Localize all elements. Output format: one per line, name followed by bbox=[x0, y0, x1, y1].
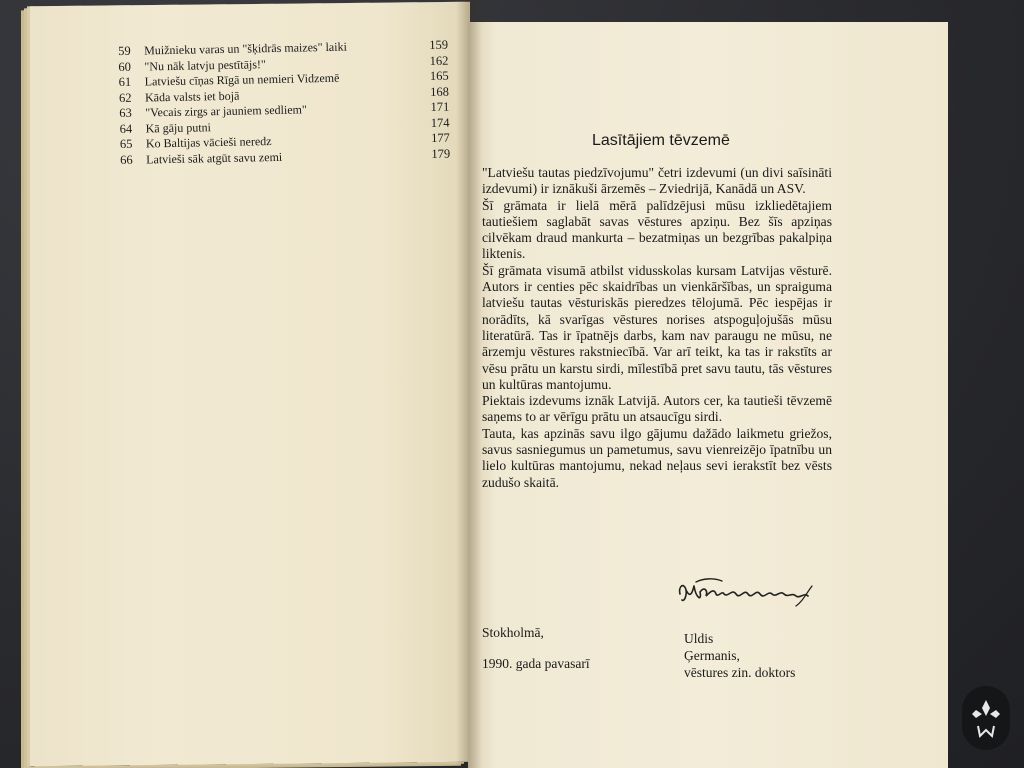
foreword-paragraph: Šī grāmata visumā atbilst vidusskolas kursam Latvijas vēsturē. Autors ir centies pēc skaidrības un vienkāršības, un spraiguma latviešu tautas vēsturiskās pieredzes tēlojumā. Pēc iespējas ir norādīts, kā svarīgas vēstures norises atspoguļojušās mūsu literatūrā. Tas ir īpatnējs darbs, kam nav paraugu ne mūsu, ne ārzemju vēstures rakstniecībā. Var arī teikt, ka tas ir rakstīts ar vēsu prātu un karstu sirdi, mīlestībā pret savu tautu, tās vēstures un kultūras mantojumu. bbox=[482, 262, 832, 392]
toc-number: 65 bbox=[119, 136, 133, 151]
toc-page: 162 bbox=[429, 53, 449, 68]
toc-number: 59 bbox=[118, 43, 131, 58]
toc-page: 168 bbox=[430, 84, 450, 99]
table-of-contents bbox=[118, 38, 450, 168]
author-first-name: Uldis bbox=[684, 631, 714, 646]
toc-page: 171 bbox=[430, 99, 450, 115]
handwritten-signature bbox=[674, 572, 824, 612]
toc-title: Muižnieku varas un "šķidrās maizes" laiki bbox=[143, 39, 347, 58]
toc-title: Latvieši sāk atgūt savu zemi bbox=[146, 149, 283, 166]
date: 1990. gada pavasarī bbox=[482, 656, 590, 671]
toc-number: 64 bbox=[119, 121, 133, 136]
toc-page: 177 bbox=[430, 130, 450, 146]
author-last-name: Ģermanis, bbox=[684, 648, 740, 663]
foreword-paragraph: Šī grāmata ir lielā mērā palīdzējusi mūsu izkliedētajiem tautiešiem saglabāt savas vēstures apziņu. Bez šīs apziņas cilvēkam draud mankurta – bezatmiņas un bezgrības pakalpiņa liktenis. bbox=[482, 197, 832, 262]
toc-page: 165 bbox=[429, 68, 449, 84]
toc-number: 60 bbox=[118, 59, 132, 74]
toc-page: 179 bbox=[431, 146, 451, 161]
author-block bbox=[684, 630, 795, 681]
foreword-paragraph: Tauta, kas apzinās savu ilgo gājumu dažādo laikmetu griežos, savus sasniegumus un pametumus, savu vienreizējo īpatnību un lielo kultūras mantojumu, nekad neļaus sevi ierakstīt bez vēsts zudušo skaitā. bbox=[482, 425, 832, 490]
toc-page: 159 bbox=[429, 37, 449, 53]
foreword bbox=[482, 0, 832, 768]
toc-title: "Vecais zirgs ar jauniem sedliem" bbox=[145, 102, 307, 120]
toc-title: Ko Baltijas vācieši neredz bbox=[145, 134, 272, 151]
book-gutter bbox=[456, 0, 482, 768]
watermark-icon bbox=[962, 686, 1010, 750]
toc-title: "Nu nāk latvju pestītājs!" bbox=[144, 56, 266, 73]
toc-title: Latviešu cīņas Rīgā un nemieri Vidzemē bbox=[144, 70, 340, 89]
toc-number: 66 bbox=[120, 152, 133, 167]
foreword-heading: Lasītājiem tēvzemē bbox=[592, 132, 730, 149]
toc-title: Kā gāju putni bbox=[145, 119, 212, 135]
foreword-paragraph: Piektais izdevums iznāk Latvijā. Autors cer, ka tautieši tēvzemē saņems to ar vērīgu prātu un atsaucīgu sirdi. bbox=[482, 393, 832, 425]
author-title: vēstures zin. doktors bbox=[684, 665, 796, 680]
watermark-badge bbox=[962, 686, 1010, 750]
foreword-paragraph: "Latviešu tautas piedzīvojumu" četri izdevumi (un divi saīsināti izdevumi) ir iznākuši ārzemēs – Zviedrijā, Kanādā un ASV. bbox=[482, 165, 832, 197]
toc-number: 61 bbox=[118, 74, 132, 89]
foreword-body bbox=[482, 165, 832, 491]
toc-number: 62 bbox=[118, 90, 132, 105]
toc-page: 174 bbox=[430, 115, 450, 130]
toc-number: 63 bbox=[119, 105, 132, 120]
place: Stokholmā, bbox=[482, 625, 544, 640]
toc-title: Kāda valsts iet bojā bbox=[144, 88, 240, 104]
